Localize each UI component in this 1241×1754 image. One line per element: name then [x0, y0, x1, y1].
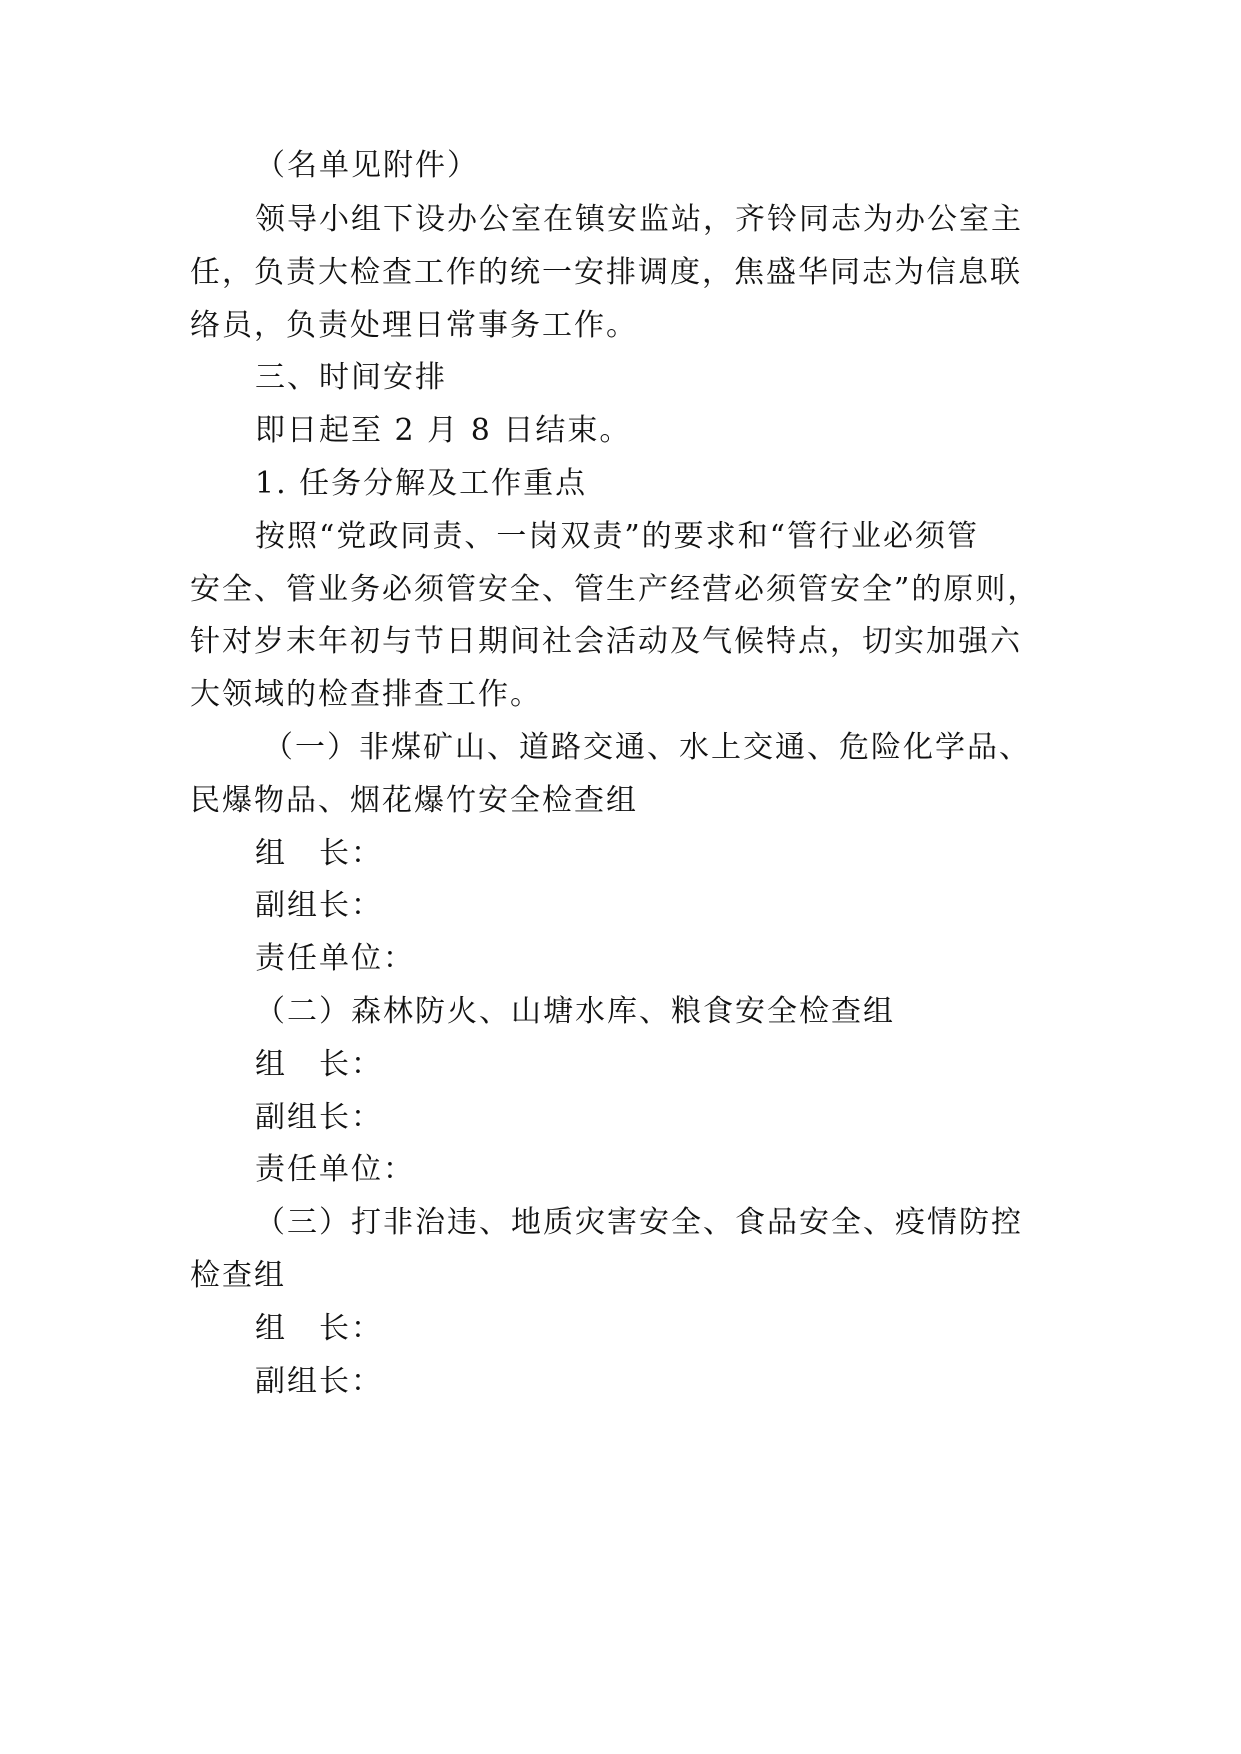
- deputy-leader-label: 副组长：: [255, 888, 383, 923]
- group-heading: （二）森林防火、山塘水库、粮食安全检查组: [255, 994, 895, 1029]
- paragraph-line: 针对岁末年初与节日期间社会活动及气候特点，切实加强六: [190, 624, 1022, 659]
- responsible-unit-label: 责任单位：: [255, 1152, 415, 1187]
- deputy-leader-label: 副组长：: [255, 1100, 383, 1135]
- group-leader-label: 组 长：: [255, 1311, 383, 1346]
- paragraph-line: 按照“党政同责、一岗双责”的要求和“管行业必须管: [255, 519, 980, 554]
- paragraph-line: 大领域的检查排查工作。: [190, 677, 542, 712]
- attachment-note: （名单见附件）: [255, 148, 479, 183]
- section-heading: 三、时间安排: [255, 360, 447, 395]
- subsection-heading: 1. 任务分解及工作重点: [255, 466, 588, 501]
- group-heading: 民爆物品、烟花爆竹安全检查组: [190, 783, 638, 818]
- paragraph-line: 领导小组下设办公室在镇安监站，齐铃同志为办公室主: [255, 202, 1023, 237]
- group-leader-label: 组 长：: [255, 1047, 383, 1082]
- group-heading: 检查组: [190, 1258, 286, 1293]
- paragraph-line: 络员，负责处理日常事务工作。: [190, 308, 638, 343]
- responsible-unit-label: 责任单位：: [255, 941, 415, 976]
- paragraph-line: 任，负责大检查工作的统一安排调度，焦盛华同志为信息联: [190, 255, 1022, 290]
- group-heading: （三）打非治违、地质灾害安全、食品安全、疫情防控: [255, 1205, 1023, 1240]
- deputy-leader-label: 副组长：: [255, 1364, 383, 1399]
- group-heading: （一）非煤矿山、道路交通、水上交通、危险化学品、: [263, 730, 1031, 765]
- paragraph-line: 安全、管业务必须管安全、管生产经营必须管安全”的原则，: [190, 572, 1040, 607]
- group-leader-label: 组 长：: [255, 836, 383, 871]
- paragraph-line: 即日起至 2 月 8 日结束。: [255, 413, 632, 448]
